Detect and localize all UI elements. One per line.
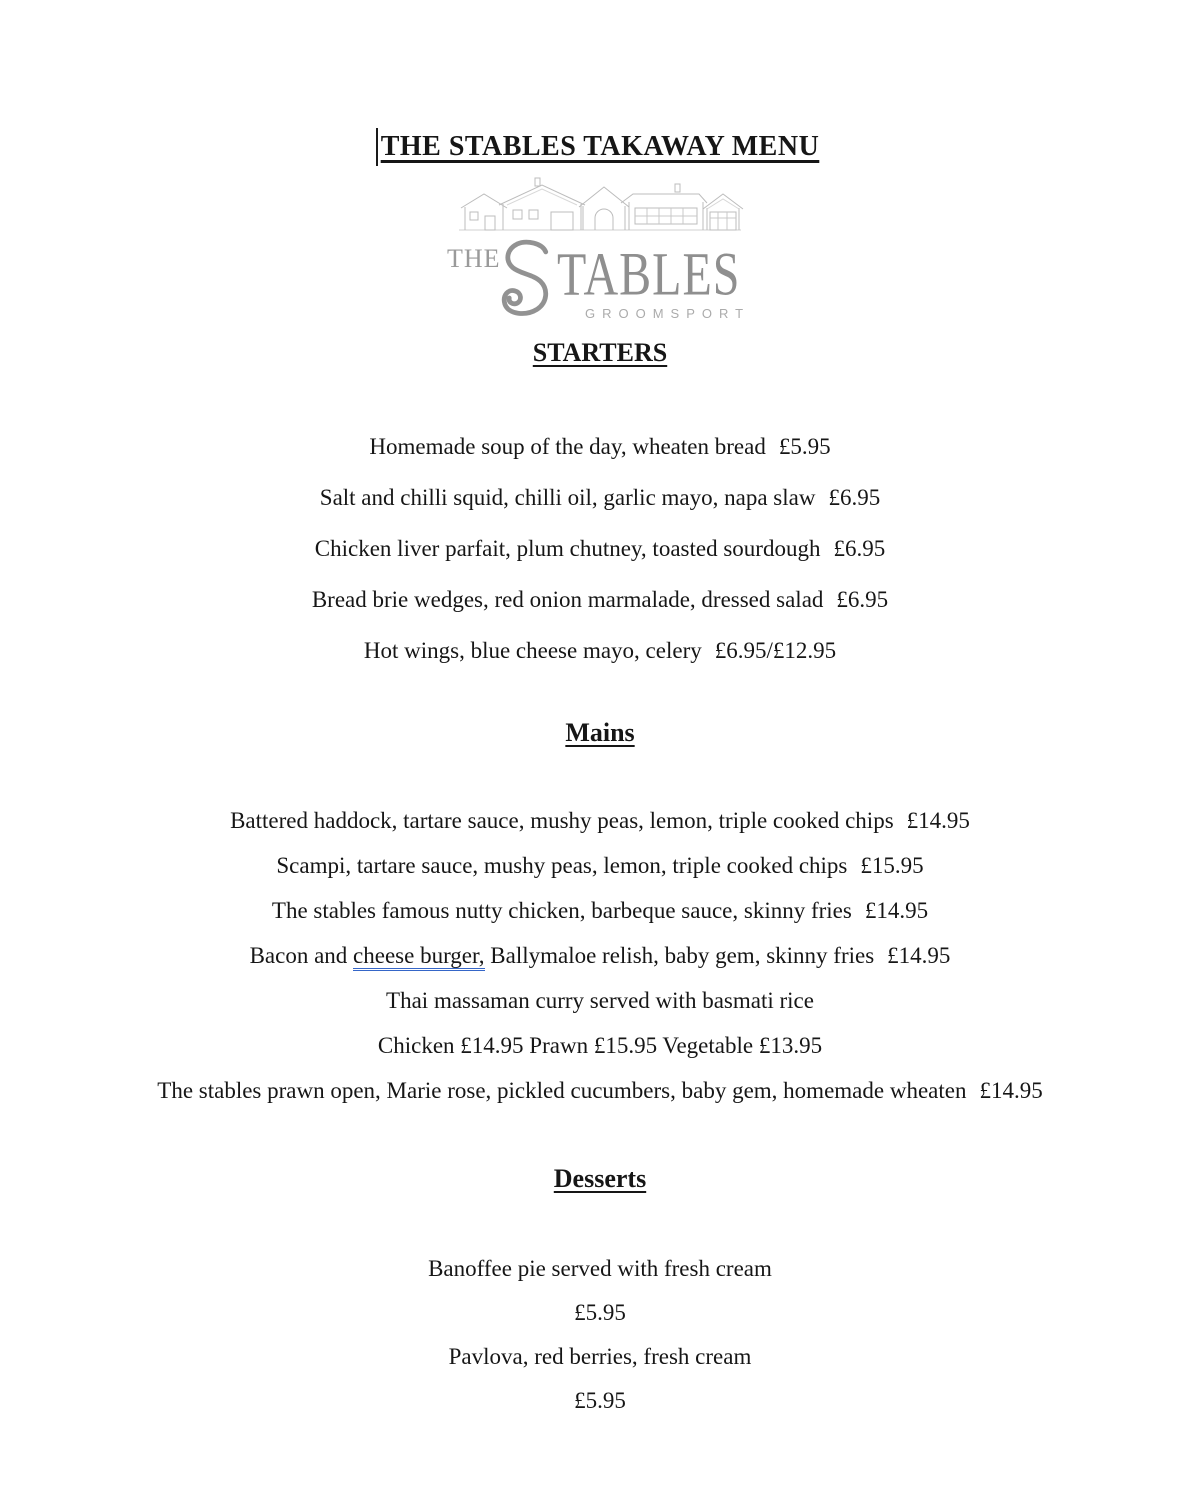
- restaurant-logo: [0, 172, 1200, 320]
- menu-line[interactable]: [140, 1254, 1060, 1284]
- menu-item-price: £14.95: [906, 808, 970, 833]
- menu-item-price: £6.95/£12.95: [714, 638, 837, 663]
- section-mains: [0, 716, 1200, 1106]
- menu-item-price: £6.95: [833, 536, 886, 561]
- page-title: [0, 128, 1200, 166]
- section-items: [0, 432, 1200, 666]
- section-starters: [0, 336, 1200, 666]
- menu-item-price: £6.95: [828, 485, 881, 510]
- logo-wordmark: [445, 236, 755, 320]
- menu-line[interactable]: [140, 432, 1060, 462]
- menu-item-text: £5.95: [574, 1300, 626, 1325]
- logo-groomsport-text: GROOMSPORT: [585, 306, 751, 321]
- logo-stables-text: TABLES: [557, 240, 741, 309]
- menu-line[interactable]: [140, 636, 1060, 666]
- menu-item-text: Scampi, tartare sauce, mushy peas, lemon, triple cooked chips: [276, 853, 848, 878]
- menu-item-price: £14.95: [979, 1078, 1043, 1103]
- menu-item-text: The stables prawn open, Marie rose, pickled cucumbers, baby gem, homemade wheaten: [157, 1078, 967, 1103]
- menu-item-price: £5.95: [778, 434, 831, 459]
- menu-line[interactable]: [140, 1298, 1060, 1328]
- section-items: [0, 1254, 1200, 1416]
- menu-line[interactable]: [140, 534, 1060, 564]
- menu-item-price: £6.95: [836, 587, 889, 612]
- menu-item-text: Banoffee pie served with fresh cream: [428, 1256, 772, 1281]
- menu-item-text: Thai massaman curry served with basmati rice: [386, 988, 814, 1013]
- menu-item-text: Chicken liver parfait, plum chutney, toasted sourdough: [314, 536, 821, 561]
- section-desserts: [0, 1162, 1200, 1416]
- decorative-s-icon: [497, 238, 551, 318]
- menu-line[interactable]: [140, 585, 1060, 615]
- page-title-text: THE STABLES TAKAWAY MENU: [380, 131, 820, 162]
- menu-line[interactable]: [140, 1031, 1060, 1061]
- menu-item-text: Bread brie wedges, red onion marmalade, dressed salad: [311, 587, 824, 612]
- menu-line[interactable]: [140, 986, 1060, 1016]
- menu-item-text: Salt and chilli squid, chilli oil, garlic mayo, napa slaw: [319, 485, 816, 510]
- menu-item-text: Homemade soup of the day, wheaten bread: [369, 434, 766, 459]
- menu-line[interactable]: [140, 483, 1060, 513]
- section-heading: Mains: [565, 718, 635, 747]
- menu-item-text: Ballymaloe relish, baby gem, skinny fries: [484, 943, 875, 968]
- logo-the-text: THE: [447, 244, 501, 273]
- menu-item-price: £15.95: [860, 853, 924, 878]
- menu-line[interactable]: [140, 1342, 1060, 1372]
- menu-line[interactable]: [140, 941, 1060, 971]
- menu-line[interactable]: [140, 851, 1060, 881]
- menu-item-price: £14.95: [864, 898, 929, 923]
- menu-item-price: £14.95: [887, 943, 951, 968]
- menu-sections: [0, 336, 1200, 1416]
- section-heading: Desserts: [553, 1164, 647, 1193]
- menu-item-text: Bacon and: [249, 943, 354, 968]
- section-heading: STARTERS: [532, 338, 668, 367]
- menu-line[interactable]: [140, 1076, 1060, 1106]
- text-cursor: [376, 128, 378, 166]
- menu-line[interactable]: [140, 1386, 1060, 1416]
- grammar-flagged-text[interactable]: cheese burger,: [353, 943, 484, 971]
- menu-item-text: Battered haddock, tartare sauce, mushy peas, lemon, triple cooked chips: [230, 808, 894, 833]
- section-items: [0, 806, 1200, 1106]
- menu-line[interactable]: [140, 896, 1060, 926]
- stables-building-illustration: [455, 172, 745, 236]
- menu-item-text: Hot wings, blue cheese mayo, celery: [363, 638, 702, 663]
- menu-item-text: The stables famous nutty chicken, barbeque sauce, skinny fries: [271, 898, 852, 923]
- menu-item-text: Pavlova, red berries, fresh cream: [448, 1344, 752, 1369]
- menu-item-text: Chicken £14.95 Prawn £15.95 Vegetable £13.95: [377, 1033, 823, 1058]
- menu-line[interactable]: [140, 806, 1060, 836]
- menu-item-text: £5.95: [574, 1388, 626, 1413]
